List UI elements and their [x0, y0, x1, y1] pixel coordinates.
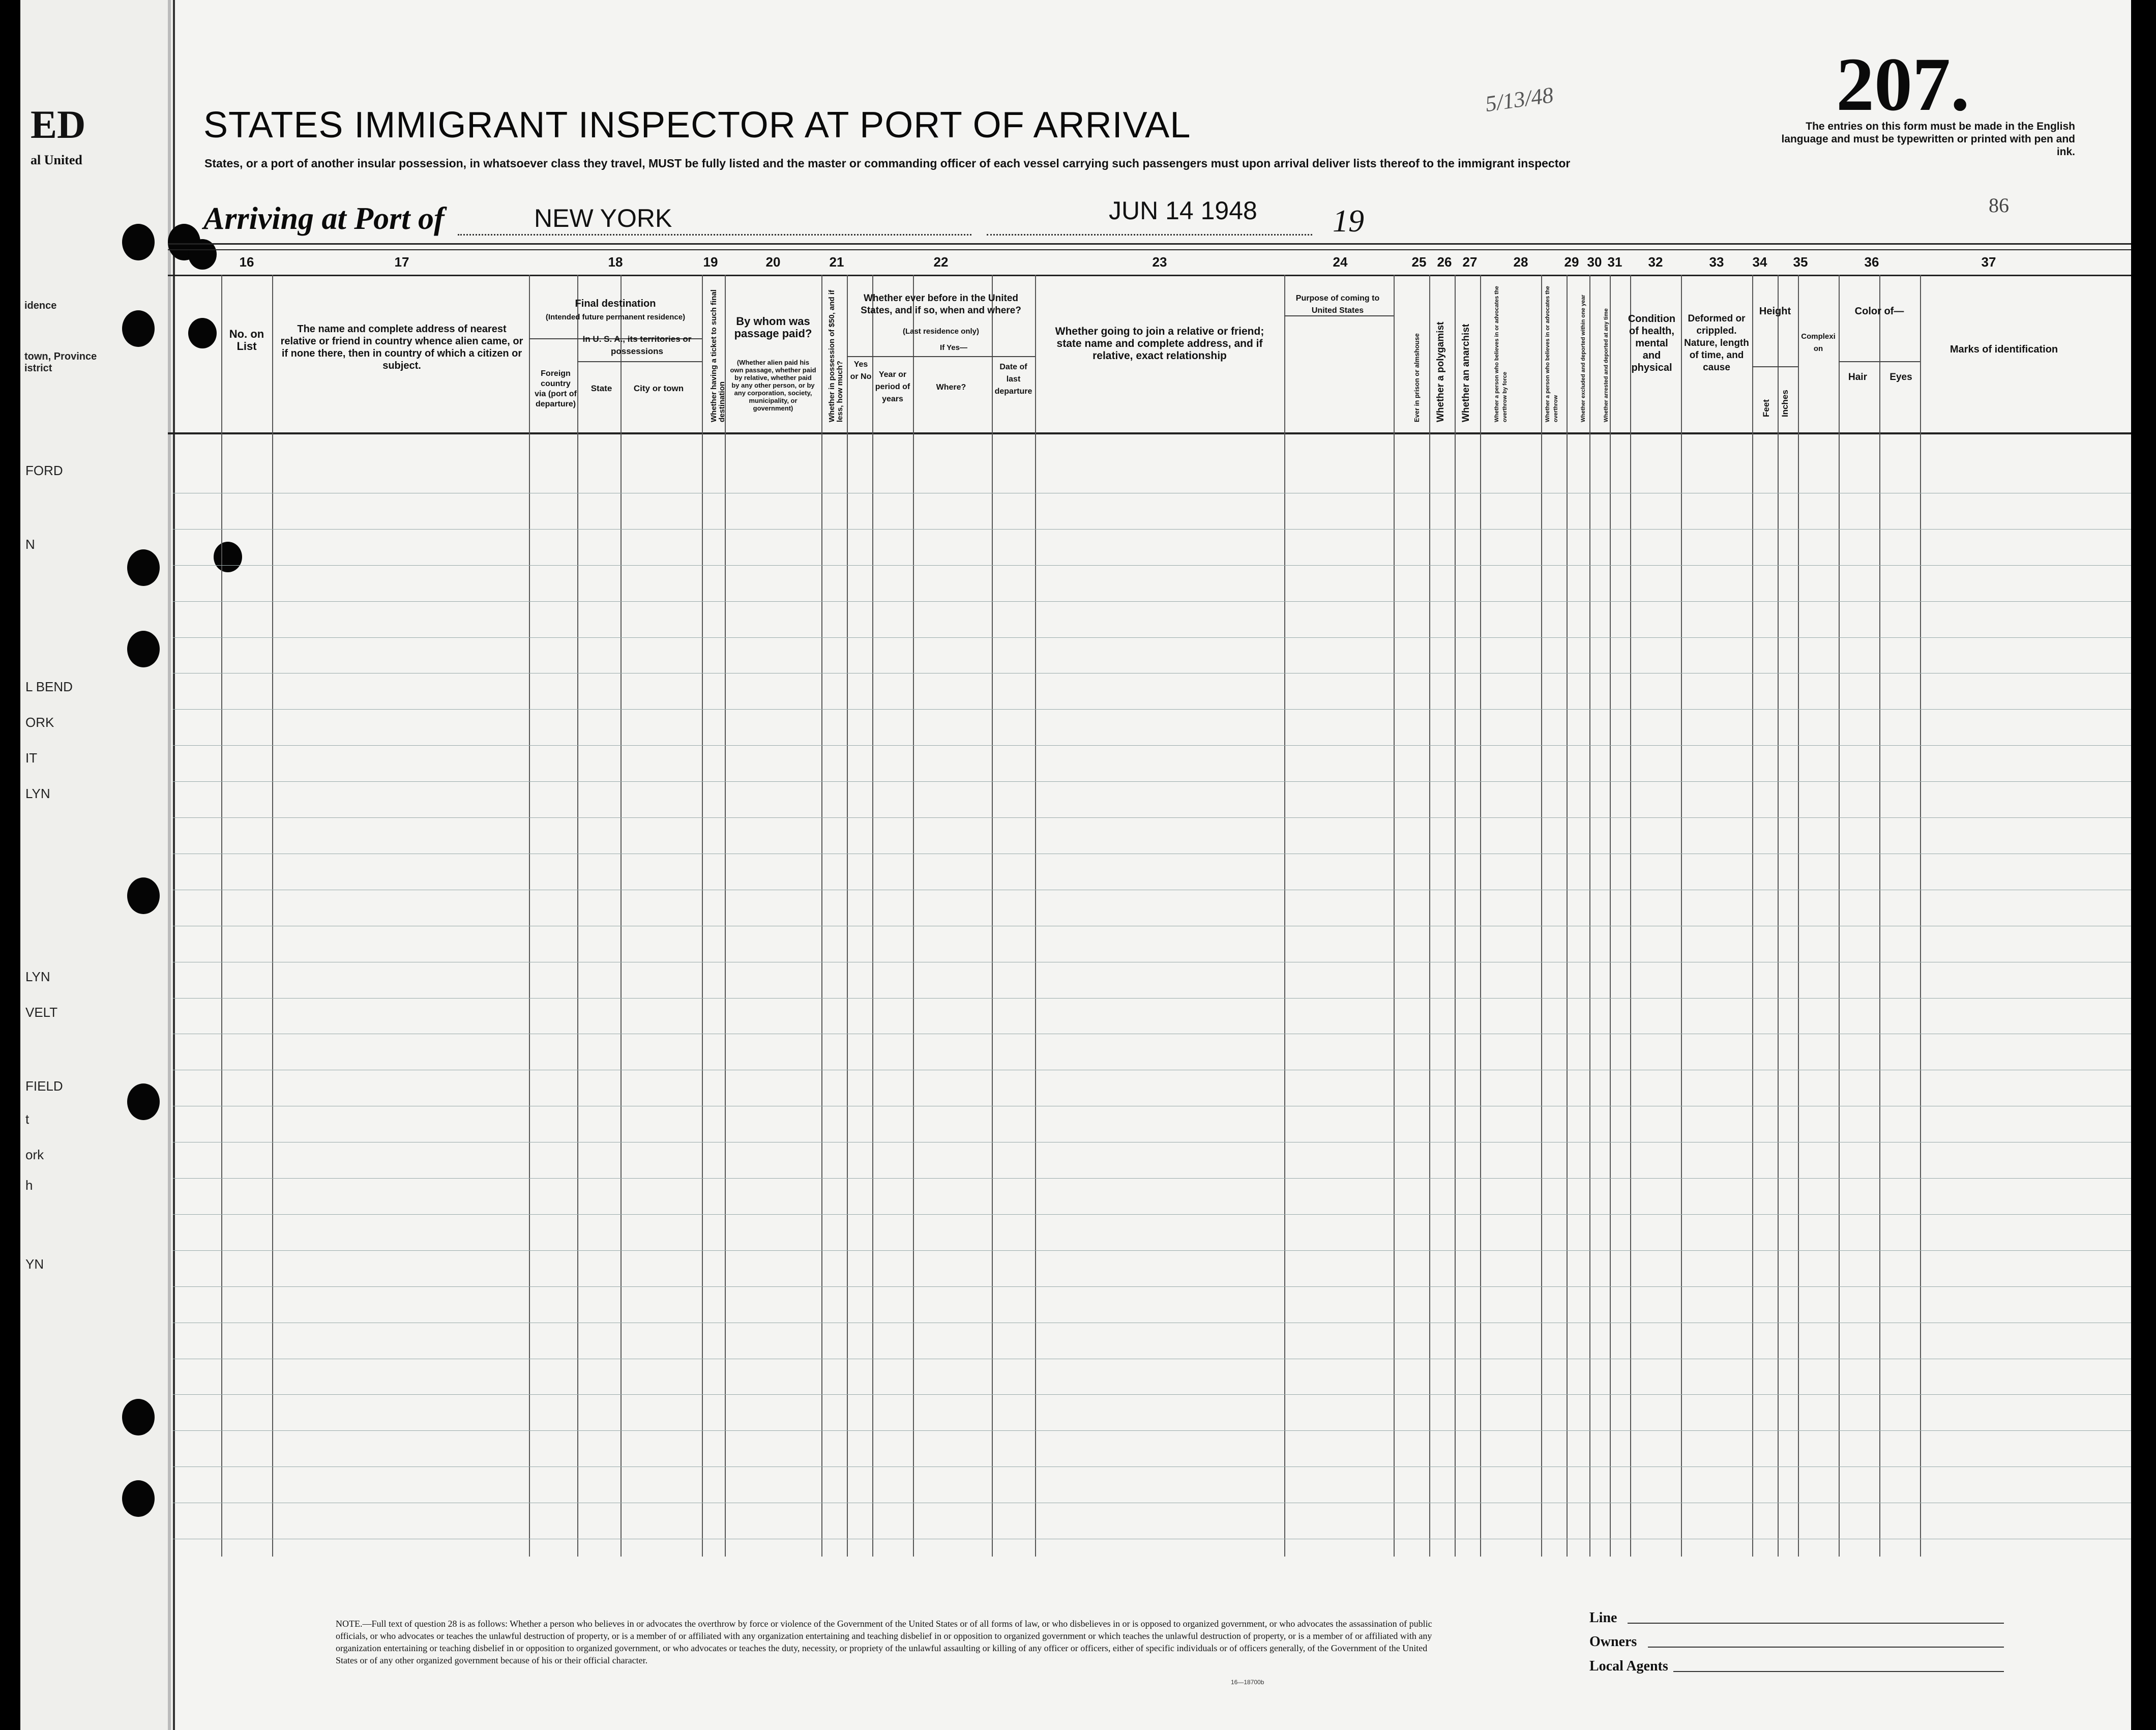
- row-rule: [173, 817, 2131, 818]
- column-line: [1681, 275, 1682, 1557]
- column-number: 34: [1752, 254, 1767, 270]
- left-margin-fragment: FIELD: [25, 1078, 63, 1094]
- row-rule: [173, 1286, 2131, 1287]
- header-col35: Complexion: [1801, 332, 1836, 353]
- header-bottom-rule: [168, 432, 2131, 434]
- header-col36-hair: Hair: [1848, 372, 1867, 383]
- column-number: 33: [1709, 254, 1724, 270]
- column-line: [621, 275, 622, 1557]
- footer-agents-label: Local Agents: [1589, 1658, 1668, 1674]
- page-fold: [168, 0, 171, 1730]
- column-line: [872, 275, 873, 1557]
- column-line: [1778, 275, 1779, 1557]
- handwritten-date: 5/13/48: [1484, 82, 1555, 117]
- column-line: [1920, 275, 1921, 1557]
- form-subtitle: States, or a port of another insular possession, in whatsoever class they travel, MUST be fully listed and the master or commanding officer of each vessel carrying such passengers must upon arrival deliver lists thereof to the immigrant inspector: [204, 157, 1571, 170]
- header-col18-sub: (Intended future permanent residence): [545, 313, 686, 321]
- header-col21: Whether in possession of $50, and if less, how much?: [828, 289, 844, 422]
- column-line: [1429, 275, 1430, 1557]
- footer-line-label: Line: [1589, 1610, 1617, 1626]
- column-line: [1035, 275, 1036, 1557]
- header-col16: No. on List: [229, 328, 264, 353]
- year-prefix: 19: [1333, 204, 1364, 239]
- left-margin-fragment: t: [25, 1111, 29, 1127]
- footer-line-rule: [1628, 1623, 2004, 1624]
- header-col18-state: State: [590, 384, 612, 393]
- form-code: 16—18700b: [1231, 1679, 1264, 1686]
- row-rule: [173, 1250, 2131, 1251]
- punch-hole: [214, 542, 242, 572]
- left-margin-fragment: LYN: [25, 786, 50, 801]
- arrival-date: JUN 14 1948: [1109, 196, 1257, 225]
- header-col22-ifyes: If Yes—: [940, 343, 967, 352]
- column-line: [1610, 275, 1611, 1557]
- header-col20-title: By whom was passage paid?: [734, 315, 812, 340]
- column-line: [847, 275, 848, 1557]
- port-underline: [458, 234, 971, 236]
- left-margin-fragment: town, Province istrict: [24, 351, 97, 374]
- column-line: [1284, 275, 1285, 1557]
- row-rule: [173, 1430, 2131, 1431]
- left-margin-fragment: VELT: [25, 1005, 58, 1020]
- header-col36-eyes: Eyes: [1889, 372, 1912, 383]
- header-col33: Deformed or crippled. Nature, length of time, and cause: [1684, 313, 1749, 373]
- column-number: 20: [765, 254, 781, 270]
- instruction-note: The entries on this form must be made in the English language and must be typewritten or printed with pen and ink.: [1781, 121, 2075, 158]
- header-col19: Whether having a ticket to such final destination: [710, 289, 726, 422]
- header-col22-year: Year or period of years: [875, 370, 910, 403]
- header-col29: Whether a person who believes in or advocates the overthrow: [1545, 286, 1559, 422]
- row-rule: [173, 998, 2131, 999]
- column-number: 17: [394, 254, 409, 270]
- punch-hole: [122, 1399, 155, 1435]
- column-line: [529, 275, 530, 1557]
- subheader-line: [1752, 366, 1798, 367]
- column-number: 26: [1437, 254, 1452, 270]
- column-line: [1394, 275, 1395, 1557]
- column-line: [1839, 275, 1840, 1557]
- header-col22-yesno: Yes or No: [850, 360, 872, 381]
- column-number: 35: [1793, 254, 1808, 270]
- column-line: [1589, 275, 1590, 1557]
- punch-hole: [122, 224, 155, 260]
- row-rule: [173, 601, 2131, 602]
- column-line: [272, 275, 273, 1557]
- header-col22-title: Whether ever before in the United States, and if so, when and where?: [861, 293, 1021, 316]
- footer-note: NOTE.—Full text of question 28 is as follows: Whether a person who believes in or advocates the overthrow by force or violence of the Government of the United States or of all forms of law, or who disbelieves in or is opposed to organized government, or who advocates the assassination of public officials, or who advocates or teaches the unlawful destruction of property, or is a member of or affiliated with any organization entertaining and teaching disbelief in or opposition to organized government or which teaches the unlawful destruction of property, or is a member of or affiliated with any organization entertaining or teaching disbelief in or opposition to organized government, or who advocates or teaches the duty, necessity, or propriety of the unlawful assaulting or killing of any officer or officers, either of specific individuals or of officers generally, of the Government of the United States or of any other organized government because of his or their official character.: [336, 1619, 1432, 1665]
- header-col37: Marks of identification: [1950, 344, 2058, 355]
- punch-hole: [188, 318, 217, 348]
- column-line: [913, 275, 914, 1557]
- column-number: 36: [1864, 254, 1879, 270]
- footer-owners-rule: [1648, 1647, 2004, 1648]
- header-col26: Whether a polygamist: [1435, 321, 1446, 422]
- manifest-page: [20, 0, 2131, 1730]
- arriving-label: Arriving at Port of: [203, 201, 445, 236]
- footer-agents-rule: [1673, 1671, 2004, 1672]
- subheader-line: [847, 356, 1035, 357]
- left-margin-fragment: h: [25, 1178, 33, 1193]
- punch-hole: [127, 549, 160, 586]
- left-margin-fragment: N: [25, 537, 35, 552]
- column-number: 25: [1411, 254, 1427, 270]
- column-number: 30: [1587, 254, 1602, 270]
- column-number: 29: [1564, 254, 1579, 270]
- header-col23: Whether going to join a relative or friend; state name and complete address, and if relative, exact relationship: [1055, 326, 1264, 362]
- row-rule: [173, 637, 2131, 638]
- top-rule-2: [168, 249, 2131, 250]
- header-col36-title: Color of—: [1854, 306, 1904, 317]
- left-subtitle-fragment: al United: [31, 153, 82, 167]
- column-number: 32: [1648, 254, 1663, 270]
- header-top-rule: [168, 275, 2131, 276]
- subheader-line: [577, 361, 702, 362]
- column-number: 31: [1607, 254, 1622, 270]
- column-line: [821, 275, 822, 1557]
- column-line: [1567, 275, 1568, 1557]
- column-line: [1798, 275, 1799, 1557]
- column-number: 21: [829, 254, 844, 270]
- header-col32: Condition of health, mental and physical: [1628, 313, 1676, 373]
- column-number: 24: [1333, 254, 1348, 270]
- left-margin-fragment: idence: [24, 300, 57, 311]
- top-rule: [168, 243, 2131, 245]
- left-margin-fragment: L BEND: [25, 679, 73, 694]
- column-line: [702, 275, 703, 1557]
- column-line: [1879, 275, 1880, 1557]
- header-col27: Whether an anarchist: [1461, 324, 1471, 422]
- header-col30: Whether excluded and deported within one year: [1580, 295, 1586, 422]
- header-col34-title: Height: [1759, 306, 1791, 317]
- subheader-line: [1839, 361, 1920, 362]
- sheet-number: 207.: [1836, 42, 1970, 127]
- column-number: 19: [703, 254, 718, 270]
- row-rule: [173, 1178, 2131, 1179]
- header-col20-sub: (Whether alien paid his own passage, whether paid by relative, whether paid by any other person, or by any corporation, society, municipality, or government): [730, 359, 816, 412]
- column-line: [1541, 275, 1542, 1557]
- punch-hole: [122, 1480, 155, 1517]
- left-margin-fragment: ORK: [25, 715, 54, 730]
- column-line: [1480, 275, 1481, 1557]
- punch-hole: [127, 877, 160, 914]
- column-number: 28: [1513, 254, 1528, 270]
- previous-page-strip: [20, 0, 175, 1730]
- column-number: 37: [1981, 254, 1996, 270]
- header-col34-inches: Inches: [1780, 390, 1790, 417]
- row-rule: [173, 1214, 2131, 1215]
- column-line: [1752, 275, 1753, 1557]
- column-line: [1630, 275, 1631, 1557]
- header-col34-feet: Feet: [1761, 399, 1771, 417]
- column-number: 23: [1152, 254, 1167, 270]
- header-col28: Whether a person who believes in or advocates the overthrow by force: [1494, 286, 1508, 422]
- row-rule: [173, 745, 2131, 746]
- row-rule: [173, 709, 2131, 710]
- header-col25: Ever in prison or almshouse: [1413, 333, 1421, 422]
- header-col22-where: Where?: [936, 383, 966, 392]
- arrival-port: NEW YORK: [534, 204, 672, 232]
- punch-hole: [127, 631, 160, 667]
- punch-hole: [127, 1083, 160, 1120]
- column-line: [992, 275, 993, 1557]
- column-number: 18: [608, 254, 623, 270]
- row-rule: [173, 529, 2131, 530]
- column-line: [577, 275, 578, 1557]
- page-number: 86: [1989, 194, 2009, 217]
- column-number: 16: [239, 254, 254, 270]
- form-title: STATES IMMIGRANT INSPECTOR AT PORT OF ARRIVAL: [203, 105, 1191, 145]
- column-number: 27: [1462, 254, 1478, 270]
- header-col22-date: Date of last departure: [994, 363, 1032, 396]
- left-margin-fragment: LYN: [25, 969, 50, 984]
- left-title-fragment: ED: [31, 102, 86, 146]
- column-number: 22: [933, 254, 949, 270]
- row-rule: [173, 1394, 2131, 1395]
- header-col18-us: In U. S. A., its territories or possessions: [582, 334, 692, 356]
- left-margin-fragment: ork: [25, 1147, 44, 1162]
- header-col31: Whether arrested and deported at any time: [1603, 308, 1609, 422]
- header-col18-foreign: Foreign country via (port of departure): [535, 369, 577, 408]
- header-col17: The name and complete address of nearest relative or friend in country whence alien came, or if none there, then in country of which a citizen or subject.: [280, 324, 523, 371]
- header-col18-title: Final destination: [575, 298, 656, 309]
- header-col24-title: Purpose of coming to United States: [1295, 294, 1380, 315]
- left-margin-fragment: IT: [25, 750, 38, 766]
- date-underline: [987, 234, 1312, 236]
- column-line: [1455, 275, 1456, 1557]
- header-col22-sub: (Last residence only): [902, 327, 980, 336]
- left-margin-fragment: YN: [25, 1256, 44, 1272]
- row-rule: [173, 781, 2131, 782]
- row-rule: [173, 565, 2131, 566]
- footer-owners-label: Owners: [1589, 1634, 1637, 1650]
- header-col18-city: City or town: [633, 384, 684, 393]
- punch-hole: [122, 310, 155, 347]
- column-line: [221, 275, 222, 1557]
- column-line: [725, 275, 726, 1557]
- left-margin-fragment: FORD: [25, 463, 63, 478]
